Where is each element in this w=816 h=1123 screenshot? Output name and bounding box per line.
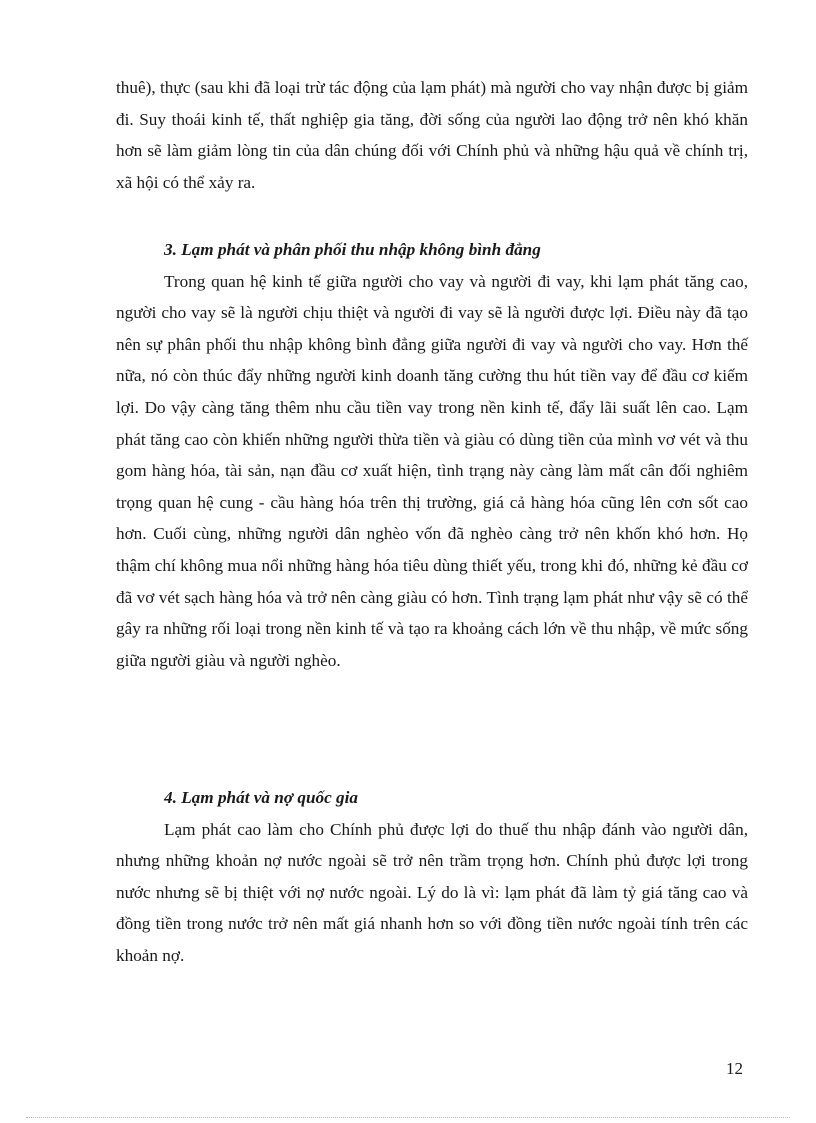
section-4-heading: 4. Lạm phát và nợ quốc gia — [164, 788, 358, 807]
section-3-heading: 3. Lạm phát và phân phối thu nhập không bình đẳng — [164, 240, 541, 259]
section-3 — [116, 234, 748, 676]
section-4 — [116, 782, 748, 972]
page-number: 12 — [726, 1059, 743, 1078]
intro-paragraph: thuê), thực (sau khi đã loại trừ tác động của lạm phát) mà người cho vay nhận được bị giảm đi. Suy thoái kinh tế, thất nghiệp gia tăng, đời sống của người lao động trở nên khó khăn hơn sẽ làm giảm lòng tin của dân chúng đối với Chính phủ và những hậu quả về chính trị, xã hội có thể xảy ra. — [116, 78, 748, 192]
section-4-paragraph: Lạm phát cao làm cho Chính phủ được lợi do thuế thu nhập đánh vào người dân, nhưng những khoản nợ nước ngoài sẽ trở nên trầm trọng hơn. Chính phủ được lợi trong nước nhưng sẽ bị thiệt với nợ nước ngoài. Lý do là vì: lạm phát đã làm tỷ giá tăng cao và đồng tiền trong nước trở nên mất giá nhanh hơn so với đồng tiền nước ngoài tính trên các khoản nợ. — [116, 819, 748, 965]
intro-section — [116, 72, 748, 198]
footer-divider — [26, 1117, 790, 1118]
section-3-paragraph: Trong quan hệ kinh tế giữa người cho vay và người đi vay, khi lạm phát tăng cao, người cho vay sẽ là người chịu thiệt và người đi vay sẽ là người được lợi. Điều này đã tạo nên sự phân phối thu nhập không bình đẳng giữa người đi vay và người cho vay. Hơn thế nữa, nó còn thúc đẩy những người kinh doanh tăng cường thu hút tiền vay để đầu cơ kiếm lợi. Do vậy càng tăng thêm nhu cầu tiền vay trong nền kinh tế, đẩy lãi suất lên cao. Lạm phát tăng cao còn khiến những người thừa tiền và giàu có dùng tiền của mình vơ vét và thu gom hàng hóa, tài sản, nạn đầu cơ xuất hiện, tình trạng này càng làm mất cân đối nghiêm trọng quan hệ cung - cầu hàng hóa trên thị trường, giá cả hàng hóa cũng lên cơn sốt cao hơn. Cuối cùng, những người dân nghèo vốn đã nghèo càng trở nên khốn khó hơn. Họ thậm chí không mua nổi những hàng hóa tiêu dùng thiết yếu, trong khi đó, những kẻ đầu cơ đã vơ vét sạch hàng hóa và trở nên càng giàu có hơn. Tình trạng lạm phát như vậy sẽ có thể gây ra những rối loại trong nền kinh tế và tạo ra khoảng cách lớn về thu nhập, về mức sống giữa người giàu và người nghèo. — [116, 271, 748, 670]
